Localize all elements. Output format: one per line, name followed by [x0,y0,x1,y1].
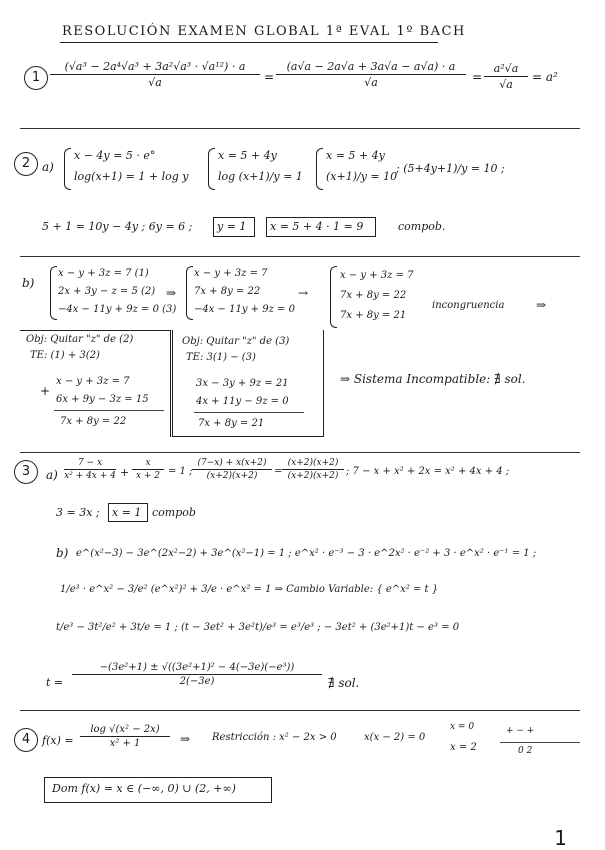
ex3b-line-3: t/e³ − 3t²/e² + 3t/e = 1 ; (t − 3et² + 3e²t)/e³ = e³/e³ ; − 3et² + (3e²+1)t − e³ = 0 [56,622,460,633]
ex4-domain: Dom f(x) = x ∈ (−∞, 0) ∪ (2, +∞) [52,782,236,795]
ex3a-fraction-2-denominator: x + 2 [135,471,161,481]
ex2b-plus-1: + [40,384,51,398]
ex2a-system-1-line-2: log(x+1) = 1 + log y [74,170,189,183]
ex2b-objective-2: Obj: Quitar "z" de (3) [182,336,290,347]
ex2a-check: compob. [398,220,446,233]
ex3a-fraction-3 [192,458,272,481]
ex2b-transform-2: TE: 3(1) − (3) [186,352,256,363]
ex3a-equals-2: = [274,466,283,477]
ex3a-result: x = 1 [112,506,142,519]
ex2a-system-1-line-1: x − 4y = 5 · e° [74,149,156,162]
ex1-fraction-2-denominator: √a [364,76,378,89]
ex2b-calc-2-rule [194,412,304,413]
ex4-number-line [500,742,580,743]
ex2a-brace-3 [316,148,323,190]
ex2b-arrow-1: ⇒ [166,286,177,300]
ex2b-system-3-line-1: x − y + 3z = 7 [340,270,414,281]
exercise-2-number: 2 [14,152,38,176]
ex4-factorization: x(x − 2) = 0 [364,732,426,743]
ex2a-system-2-line-2: log (x+1)/y = 1 [218,170,303,183]
ex2a-x-result: x = 5 + 4 · 1 = 9 [270,220,364,233]
ex1-fraction-2 [276,60,466,89]
ex3a-fraction-2-numerator: x [132,458,164,470]
ex2a-system-3-line-1: x = 5 + 4y [326,149,385,162]
ex2a-system-3-line-2: (x+1)/y = 10 [326,170,398,183]
ex3a-check: compob [152,506,196,519]
ex4-sign-chart: + − + [506,726,535,736]
ex3b-quadratic-denominator: 2(−3e) [179,676,215,687]
ex2-part-a-label: a) [42,160,54,174]
ex3b-quadratic-numerator: −(3e²+1) ± √((3e²+1)² − 4(−3e)(−e³)) [72,662,322,675]
ex3a-plus: + [120,466,130,479]
ex3a-fraction-4 [282,458,344,481]
ex2a-line-2: 5 + 1 = 10y − 4y ; 6y = 6 ; [42,220,193,233]
ex3b-no-solution: ∄ sol. [328,676,360,690]
exercise-3-number: 3 [14,460,38,484]
ex4-root-2: x = 2 [450,742,477,753]
ex2a-y-result: y = 1 [217,220,247,233]
ex3-part-b-label: b) [56,546,69,560]
ex1-equals-2: = [472,70,483,84]
ex2-part-b-label: b) [22,276,35,290]
ex2b-system-1-line-3: −4x − 11y + 9z = 0 (3) [58,304,177,315]
ex2b-calc-1-result: 7x + 8y = 22 [60,416,127,427]
ex2b-calc-1-line-2: 6x + 9y − 3z = 15 [56,394,149,405]
ex3a-fraction-1 [64,458,116,481]
ex3b-t-label: t = [46,676,64,689]
ex2b-conclusion: ⇒ Sistema Incompatible: ∄ sol. [340,372,526,386]
ex1-fraction-1 [50,60,260,89]
ex1-equals: = [264,70,275,84]
ex2b-system-2-line-3: −4x − 11y + 9z = 0 [194,304,295,315]
ex3a-expansion: ; 7 − x + x² + 2x = x² + 4x + 4 ; [346,466,510,477]
page-number: 1 [554,826,567,850]
divider-2 [20,256,580,257]
exercise-4-number: 4 [14,728,38,752]
ex2b-system-2-line-1: x − y + 3z = 7 [194,268,268,279]
ex3a-fraction-4-denominator: (x+2)(x+2) [287,471,339,481]
ex4-restriction: Restricción : x² − 2x > 0 [212,732,337,743]
ex1-fraction-3 [484,62,528,91]
ex3a-fraction-3-denominator: (x+2)(x+2) [206,471,258,481]
ex4-function-denominator: x² + 1 [109,738,141,749]
ex4-number-line-ticks: 0 2 [518,746,533,756]
ex2a-substitution: ; (5+4y+1)/y = 10 ; [396,162,505,175]
ex2b-arrow-3: ⇒ [536,298,547,312]
ex2b-calc-2-result: 7x + 8y = 21 [198,418,265,429]
ex3a-fraction-4-numerator: (x+2)(x+2) [282,458,344,470]
divider-3 [20,452,580,453]
ex2b-objective-1: Obj: Quitar "z" de (2) [26,334,134,345]
exercise-1-number: 1 [24,66,48,90]
ex2a-brace-1 [64,148,71,190]
ex2b-calc-2-line-2: 4x + 11y − 9z = 0 [196,396,289,407]
ex3a-fraction-1-denominator: x² + 4x + 4 [64,471,116,481]
ex2b-calc-1-line-1: x − y + 3z = 7 [56,376,130,387]
ex1-fraction-1-numerator: (√a³ − 2a⁴√a³ + 3a²√a³ · √a¹²) · a [50,60,260,75]
ex2b-system-3-line-3: 7x + 8y = 21 [340,310,407,321]
ex3a-line-2: 3 = 3x ; [56,506,100,519]
ex3b-line-1: e^(x²−3) − 3e^(2x²−2) + 3e^(x²−1) = 1 ; e^x² · e⁻³ − 3 · e^2x² · e⁻² + 3 · e^x² · e⁻¹ = 1 ; [76,548,537,559]
ex3a-equals: = 1 ; [168,466,193,477]
ex4-arrow: ⇒ [180,732,191,746]
ex1-fraction-1-denominator: √a [148,76,162,89]
ex1-fraction-3-numerator: a²√a [484,62,528,77]
ex4-function-numerator: log √(x² − 2x) [80,724,170,737]
ex2b-calc-2-line-1: 3x − 3y + 9z = 21 [196,378,289,389]
ex2b-brace-2 [186,266,193,320]
ex2a-brace-2 [208,148,215,190]
ex2b-system-1-line-2: 2x + 3y − z = 5 (2) [58,286,156,297]
ex2b-calc-1-rule [54,410,164,411]
ex3b-line-2: 1/e³ · e^x² − 3/e² (e^x²)² + 3/e · e^x² = 1 ⇒ Cambio Variable: { e^x² = t } [60,584,439,595]
ex2b-incongruence: incongruencia [432,300,505,311]
page-title: RESOLUCIÓN EXAMEN GLOBAL 1ª EVAL 1º BACH [62,24,466,39]
ex4-fx-label: f(x) = [42,734,74,747]
divider-1 [20,128,580,129]
ex2b-brace-3 [330,266,337,328]
ex1-fraction-2-numerator: (a√a − 2a√a + 3a√a − a√a) · a [276,60,466,75]
ex3-part-a-label: a) [46,468,58,482]
title-underline [60,42,438,43]
ex2b-system-3-line-2: 7x + 8y = 22 [340,290,407,301]
ex3b-quadratic-fraction [72,662,322,687]
ex4-function-fraction [80,724,170,749]
ex1-fraction-3-denominator: √a [499,78,513,91]
divider-4 [20,710,580,711]
ex3a-fraction-3-numerator: (7−x) + x(x+2) [192,458,272,470]
ex2b-system-1-line-1: x − y + 3z = 7 (1) [58,268,149,279]
ex2b-transform-1: TE: (1) + 3(2) [30,350,100,361]
ex1-result: = a² [532,70,558,84]
ex2b-system-2-line-2: 7x + 8y = 22 [194,286,261,297]
ex3a-fraction-1-numerator: 7 − x [64,458,116,470]
ex2b-arrow-2: → [298,286,309,300]
ex3a-fraction-2 [132,458,164,481]
ex2a-system-2-line-1: x = 5 + 4y [218,149,277,162]
ex2b-brace-1 [50,266,57,320]
ex4-root-0: x = 0 [450,722,475,732]
